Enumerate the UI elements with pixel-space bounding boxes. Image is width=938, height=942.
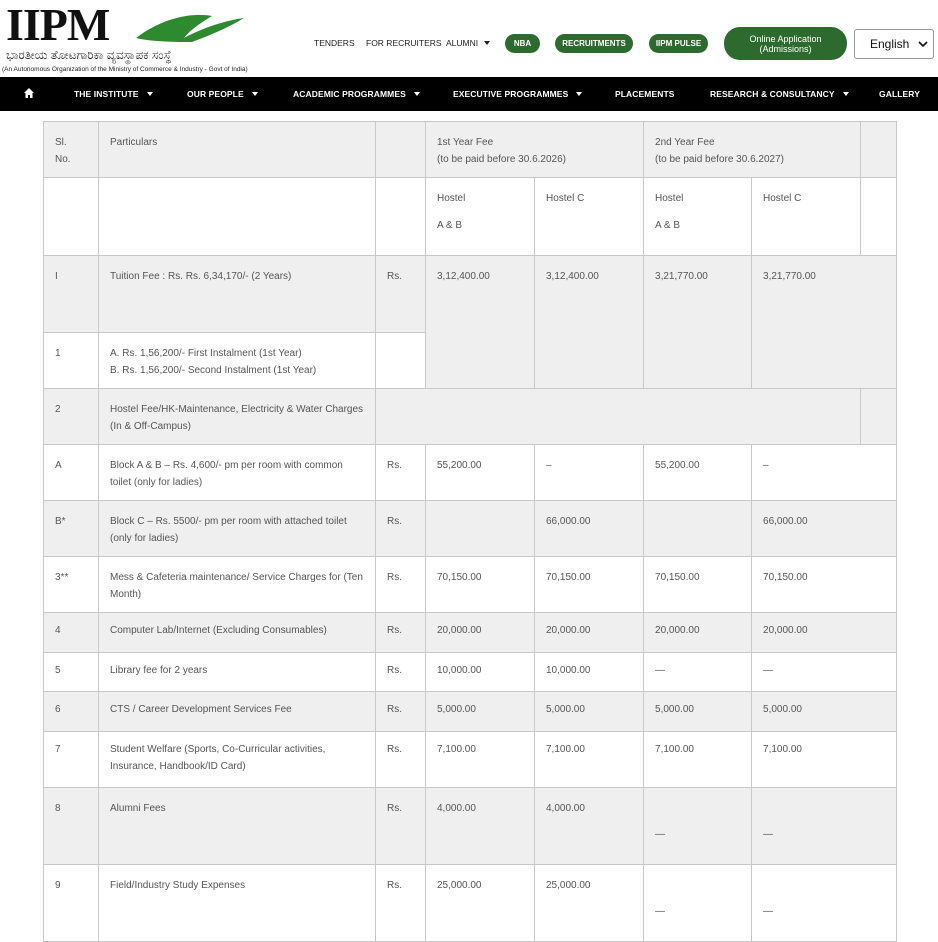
table-cell: 10,000.00 — [426, 653, 535, 692]
nba-button[interactable]: NBA — [505, 34, 540, 53]
table-cell — [44, 178, 99, 256]
table-cell: Rs. — [376, 613, 426, 653]
table-cell — [99, 178, 376, 256]
table-cell: 4,000.00 — [426, 788, 535, 865]
home-icon[interactable] — [23, 87, 35, 99]
table-cell: Hostel C — [535, 178, 644, 256]
table-cell: 70,150.00 — [426, 557, 535, 613]
nav-our-people[interactable]: OUR PEOPLE — [187, 77, 258, 111]
table-cell — [861, 178, 897, 256]
table-cell: 5,000.00 — [752, 692, 897, 732]
table-cell: Particulars — [99, 122, 376, 178]
table-cell: Sl. No. — [44, 122, 99, 178]
alumni-menu[interactable]: ALUMNI — [446, 34, 490, 52]
table-cell: Rs. — [376, 692, 426, 732]
logo-kannada-text: ಭಾರತೀಯ ತೋಟಗಾರಿಕಾ ವ್ಯವಸ್ಥಾಪಕ ಸಂಸ್ಥೆ — [6, 48, 172, 62]
table-cell: Hostel A & B — [644, 178, 752, 256]
logo-swoosh-icon — [132, 8, 248, 44]
table-cell: B* — [44, 501, 99, 557]
table-cell: Rs. — [376, 445, 426, 501]
table-cell: Block C – Rs. 5500/- pm per room with attached toilet (only for ladies) — [99, 501, 376, 557]
table-cell: 70,150.00 — [535, 557, 644, 613]
table-cell: 5,000.00 — [644, 692, 752, 732]
table-cell: Rs. — [376, 557, 426, 613]
table-cell: 7,100.00 — [535, 732, 644, 788]
table-row — [44, 865, 897, 942]
table-cell: 1 — [44, 333, 99, 389]
table-cell: A — [44, 445, 99, 501]
table-cell: 7,100.00 — [644, 732, 752, 788]
table-cell: 2nd Year Fee (to be paid before 30.6.2027) — [644, 122, 861, 178]
nav-placements[interactable]: PLACEMENTS — [615, 89, 675, 99]
nav-executive-programmes[interactable]: EXECUTIVE PROGRAMMES — [453, 77, 582, 111]
table-cell: Alumni Fees — [99, 788, 376, 865]
table-cell: – — [535, 445, 644, 501]
table-cell — [426, 501, 535, 557]
table-cell: Rs. — [376, 732, 426, 788]
table-row — [44, 501, 897, 557]
table-cell: Student Welfare (Sports, Co-Curricular activities, Insurance, Handbook/ID Card) — [99, 732, 376, 788]
table-cell: 7,100.00 — [426, 732, 535, 788]
table-cell: 55,200.00 — [426, 445, 535, 501]
table-row — [44, 653, 897, 692]
logo-text: IIPM — [6, 0, 110, 50]
table-cell: – — [752, 445, 897, 501]
site-header — [0, 0, 938, 77]
table-cell: 25,000.00 — [535, 865, 644, 942]
table-cell: 4 — [44, 613, 99, 653]
chevron-down-icon — [843, 92, 849, 96]
table-cell: Computer Lab/Internet (Excluding Consumables) — [99, 613, 376, 653]
table-row — [44, 732, 897, 788]
table-row — [44, 256, 897, 333]
table-row — [44, 613, 897, 653]
table-row — [44, 445, 897, 501]
table-cell — [376, 389, 861, 445]
language-select[interactable]: English — [854, 29, 934, 59]
online-application-button[interactable]: Online Application (Admissions) — [724, 27, 847, 60]
nav-research-consultancy[interactable]: RESEARCH & CONSULTANCY — [710, 77, 849, 111]
table-cell: — — [644, 653, 752, 692]
table-cell: 2 — [44, 389, 99, 445]
table-header-row — [44, 122, 897, 178]
table-cell: 7 — [44, 732, 99, 788]
table-cell: 3,21,770.00 — [644, 256, 752, 389]
table-cell: Block A & B – Rs. 4,600/- pm per room with common toilet (only for ladies) — [99, 445, 376, 501]
table-cell: 5 — [44, 653, 99, 692]
fee-table — [43, 121, 897, 942]
table-cell: — — [752, 865, 897, 942]
table-cell: — — [644, 865, 752, 942]
logo-subtitle: (An Autonomous Organization of the Ministry of Commerce & Industry - Govt of India) — [2, 66, 248, 73]
table-cell: Hostel A & B — [426, 178, 535, 256]
table-cell: 25,000.00 — [426, 865, 535, 942]
table-cell — [644, 501, 752, 557]
chevron-down-icon — [484, 41, 490, 45]
table-cell: 20,000.00 — [752, 613, 897, 653]
table-cell: 8 — [44, 788, 99, 865]
table-cell: 3** — [44, 557, 99, 613]
chevron-down-icon — [252, 92, 258, 96]
table-cell — [376, 178, 426, 256]
table-row — [44, 557, 897, 613]
table-cell: 70,150.00 — [644, 557, 752, 613]
iipm-logo[interactable] — [2, 0, 296, 74]
nav-the-institute[interactable]: THE INSTITUTE — [74, 77, 153, 111]
table-cell — [861, 122, 897, 178]
table-cell — [376, 122, 426, 178]
table-cell: 3,12,400.00 — [535, 256, 644, 389]
table-cell: Field/Industry Study Expenses — [99, 865, 376, 942]
recruitments-button[interactable]: RECRUITMENTS — [555, 34, 633, 53]
table-cell: — — [644, 788, 752, 865]
table-cell: Hostel Fee/HK-Maintenance, Electricity & Water Charges (In & Off-Campus) — [99, 389, 376, 445]
table-subheader-row — [44, 178, 897, 256]
table-cell: 5,000.00 — [535, 692, 644, 732]
table-cell: 66,000.00 — [752, 501, 897, 557]
table-cell: Rs. — [376, 653, 426, 692]
table-row — [44, 788, 897, 865]
table-cell — [861, 389, 897, 445]
chevron-down-icon — [918, 39, 928, 49]
table-cell: — — [752, 788, 897, 865]
table-cell: — — [752, 653, 897, 692]
table-cell: Rs. — [376, 256, 426, 333]
table-cell: 7,100.00 — [752, 732, 897, 788]
table-cell: Tuition Fee : Rs. Rs. 6,34,170/- (2 Years) — [99, 256, 376, 333]
table-cell — [376, 333, 426, 389]
table-cell: Rs. — [376, 788, 426, 865]
table-cell: 20,000.00 — [535, 613, 644, 653]
table-cell: Hostel C — [752, 178, 861, 256]
table-cell: Rs. — [376, 501, 426, 557]
chevron-down-icon — [414, 92, 420, 96]
table-cell: 4,000.00 — [535, 788, 644, 865]
table-cell: 6 — [44, 692, 99, 732]
table-row — [44, 389, 897, 445]
nav-academic-programmes[interactable]: ACADEMIC PROGRAMMES — [293, 77, 420, 111]
table-cell: 3,12,400.00 — [426, 256, 535, 389]
table-cell: Mess & Cafeteria maintenance/ Service Charges for (Ten Month) — [99, 557, 376, 613]
table-cell: 9 — [44, 865, 99, 942]
table-cell: 5,000.00 — [426, 692, 535, 732]
chevron-down-icon — [576, 92, 582, 96]
tenders-link[interactable]: TENDERS — [314, 38, 355, 48]
table-row — [44, 692, 897, 732]
main-navigation — [0, 77, 938, 111]
table-cell: A. Rs. 1,56,200/- First Instalment (1st Year) B. Rs. 1,56,200/- Second Instalment (1st Year) — [99, 333, 376, 389]
table-cell: 20,000.00 — [426, 613, 535, 653]
nav-gallery[interactable]: GALLERY — [879, 89, 920, 99]
table-cell: CTS / Career Development Services Fee — [99, 692, 376, 732]
table-cell: 66,000.00 — [535, 501, 644, 557]
table-cell: 3,21,770.00 — [752, 256, 897, 389]
table-cell: 10,000.00 — [535, 653, 644, 692]
chevron-down-icon — [147, 92, 153, 96]
table-cell: Rs. — [376, 865, 426, 942]
table-cell: Library fee for 2 years — [99, 653, 376, 692]
table-cell: 1st Year Fee (to be paid before 30.6.2026) — [426, 122, 644, 178]
for-recruiters-link[interactable]: FOR RECRUITERS — [366, 38, 442, 48]
table-cell: 55,200.00 — [644, 445, 752, 501]
table-cell: 70,150.00 — [752, 557, 897, 613]
table-cell: I — [44, 256, 99, 333]
iipm-pulse-button[interactable]: IIPM PULSE — [649, 34, 708, 53]
table-cell: 20,000.00 — [644, 613, 752, 653]
